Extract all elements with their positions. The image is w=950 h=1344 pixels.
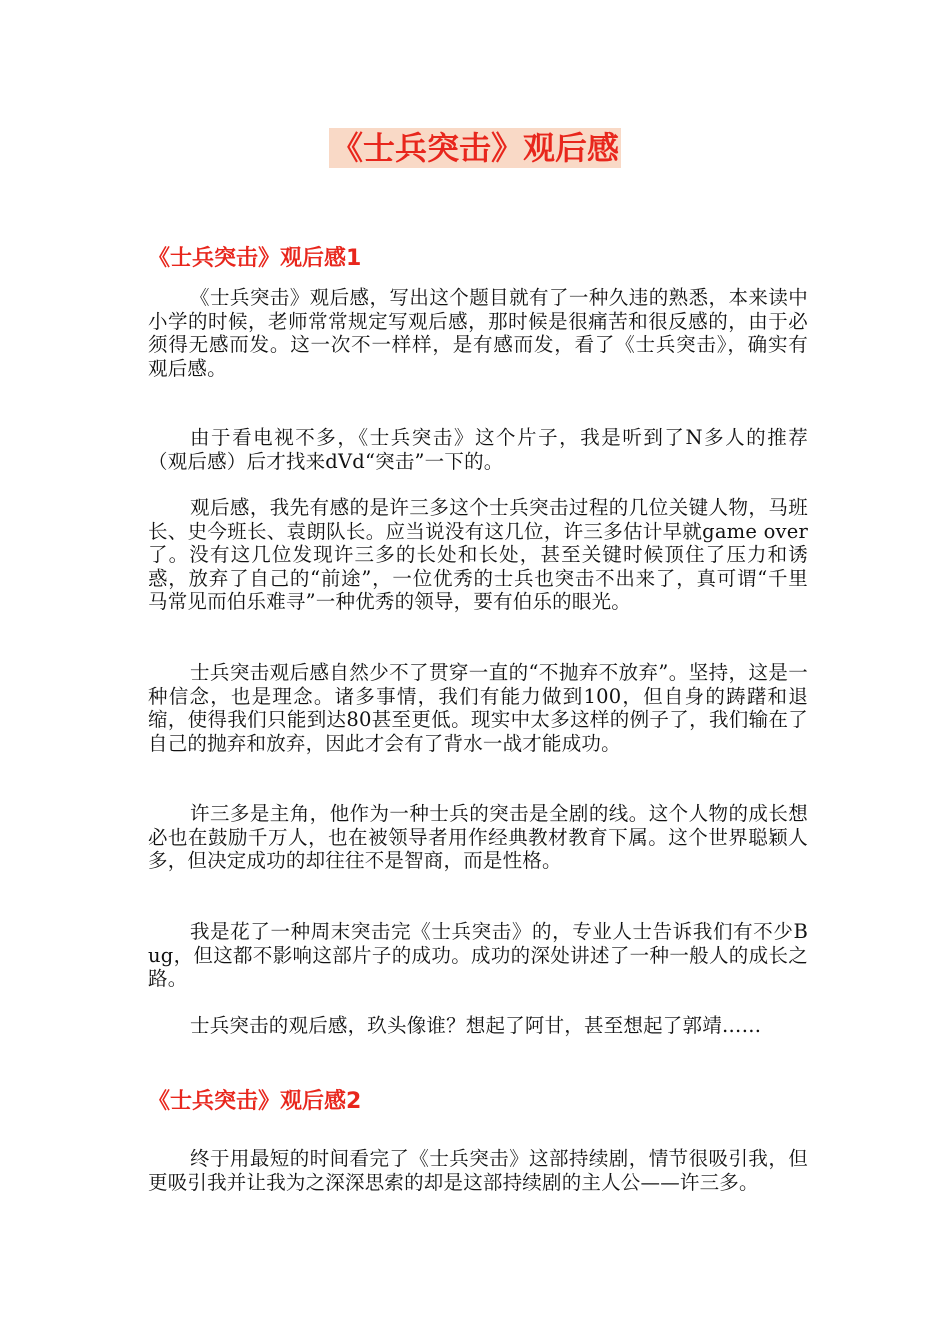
- title-container: [0, 128, 950, 168]
- paragraph: 许三多是主角，他作为一种士兵的突击是全剧的线。这个人物的成长想必也在鼓励千万人，也在被领导者用作经典教材教育下属。这个世界聪颖人多，但决定成功的却往往不是智商，而是性格。: [148, 802, 808, 872]
- paragraph: 由于看电视不多，《士兵突击》这个片子，我是听到了N多人的推荐（观后感）后才找来dVd“突击”一下的。: [148, 426, 808, 473]
- document-title: 《士兵突击》观后感: [330, 129, 619, 167]
- paragraph: 我是花了一种周末突击完《士兵突击》的，专业人士告诉我们有不少Bug，但这都不影响这部片子的成功。成功的深处讲述了一种一般人的成长之路。: [148, 920, 808, 990]
- paragraph: 士兵突击观后感自然少不了贯穿一直的“不抛弃不放弃”。坚持，这是一种信念，也是理念。诸多事情，我们有能力做到100，但自身的踌躇和退缩，使得我们只能到达80甚至更低。现实中太多这样的例子了，我们输在了自己的抛弃和放弃，因此才会有了背水一战才能成功。: [148, 661, 808, 755]
- paragraph: 观后感，我先有感的是许三多这个士兵突击过程的几位关键人物，马班长、史今班长、袁朗队长。应当说没有这几位，许三多估计早就game over了。没有这几位发现许三多的长处和长处，甚至关键时候顶住了压力和诱惑，放弃了自己的“前途”，一位优秀的士兵也突击不出来了，真可谓“千里马常见而伯乐难寻”一种优秀的领导，要有伯乐的眼光。: [148, 496, 808, 613]
- paragraph: 士兵突击的观后感，玖头像谁？想起了阿甘，甚至想起了郭靖……: [190, 1014, 762, 1037]
- paragraph: 《士兵突击》观后感，写出这个题目就有了一种久违的熟悉，本来读中小学的时候，老师常常规定写观后感，那时候是很痛苦和很反感的，由于必须得无感而发。这一次不一样样，是有感而发，看了《士兵突击》，确实有观后感。: [148, 286, 808, 380]
- section-heading-1: 《士兵突击》观后感1: [148, 246, 362, 271]
- paragraph: 终于用最短的时间看完了《士兵突击》这部持续剧，情节很吸引我，但更吸引我并让我为之深深思索的却是这部持续剧的主人公——许三多。: [148, 1147, 808, 1194]
- section-heading-2: 《士兵突击》观后感2: [148, 1089, 362, 1114]
